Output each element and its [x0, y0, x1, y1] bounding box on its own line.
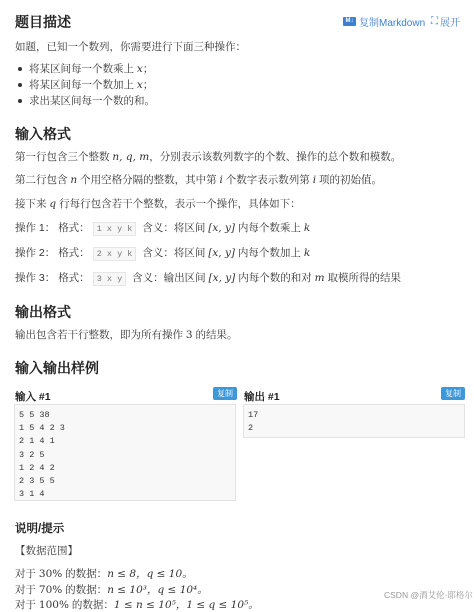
sample-input-box [14, 404, 236, 501]
input-line-2: 第二行包含 n 个用空格分隔的整数，其中第 i 个数字表示数列第 i 项的初始值。 [15, 174, 383, 186]
sample-output-box [243, 404, 465, 438]
list-item: 将某区间每一个数乘上 x； [18, 61, 153, 76]
watermark: CSDN @酒艾伦·耶格尔 [384, 590, 473, 600]
hints-title: 说明/提示 [15, 523, 65, 535]
input-line-1: 第一行包含三个整数 n, q, m，分别表示该数列数字的个数、操作的总个数和模数。 [15, 151, 402, 163]
copy-output-button[interactable]: 复制 [441, 387, 465, 400]
list-item: 求出某区间每一个数的和。 [18, 93, 155, 108]
bullet-icon [18, 99, 22, 103]
copy-markdown-label: 复制Markdown [359, 18, 426, 29]
bullet-icon [18, 83, 22, 87]
sample-input-text: 5 5 38 1 5 4 2 3 2 1 4 1 3 2 5 1 2 4 2 2 3 5 5 3 1 4 [19, 410, 65, 500]
op2-code: 2 x y k [93, 247, 137, 261]
operation-2: 操作 2： 格式： 2 x y k 含义：将区间 [x, y] 内每个数加上 k [15, 247, 311, 259]
expand-icon: ⛶ [431, 16, 438, 27]
sample-output-label: 输出 #1 [244, 391, 280, 403]
operation-3: 操作 3： 格式： 3 x y 含义：输出区间 [x, y] 内每个数的和对 m 取模所得的结果 [15, 272, 402, 284]
input-line-3: 接下来 q 行每行包含若干个整数，表示一个操作，具体如下： [15, 198, 301, 210]
sample-output-text: 17 2 [248, 410, 259, 434]
range-row-1: 对于 30% 的数据：n ≤ 8，q ≤ 10。 [15, 568, 193, 580]
list-item: 将某区间每一个数加上 x； [18, 77, 153, 92]
bullet-icon [18, 67, 22, 71]
data-range-label: 【数据范围】 [15, 545, 78, 557]
samples-title: 输入输出样例 [15, 360, 99, 376]
op3-code: 3 x y [93, 272, 127, 286]
expand-label: 展开 [440, 18, 460, 29]
op1-code: 1 x y k [93, 222, 137, 236]
sample-input-label: 输入 #1 [15, 391, 51, 403]
operation-1: 操作 1： 格式： 1 x y k 含义：将区间 [x, y] 内每个数乘上 k [15, 222, 311, 234]
copy-markdown-link[interactable] [343, 14, 425, 29]
markdown-icon: M↓ [343, 17, 356, 26]
page-title: 题目描述 [15, 14, 71, 30]
description-intro: 如题，已知一个数列，你需要进行下面三种操作： [15, 41, 246, 53]
expand-link[interactable] [431, 14, 460, 29]
range-row-3: 对于 100% 的数据：1 ≤ n ≤ 10⁵，1 ≤ q ≤ 10⁵。 [15, 599, 259, 611]
copy-input-button[interactable]: 复制 [213, 387, 237, 400]
output-format-text: 输出包含若干行整数，即为所有操作 3 的结果。 [15, 329, 238, 341]
input-format-title: 输入格式 [15, 126, 71, 142]
range-row-2: 对于 70% 的数据：n ≤ 10³，q ≤ 10⁴。 [15, 584, 208, 596]
output-format-title: 输出格式 [15, 304, 71, 320]
